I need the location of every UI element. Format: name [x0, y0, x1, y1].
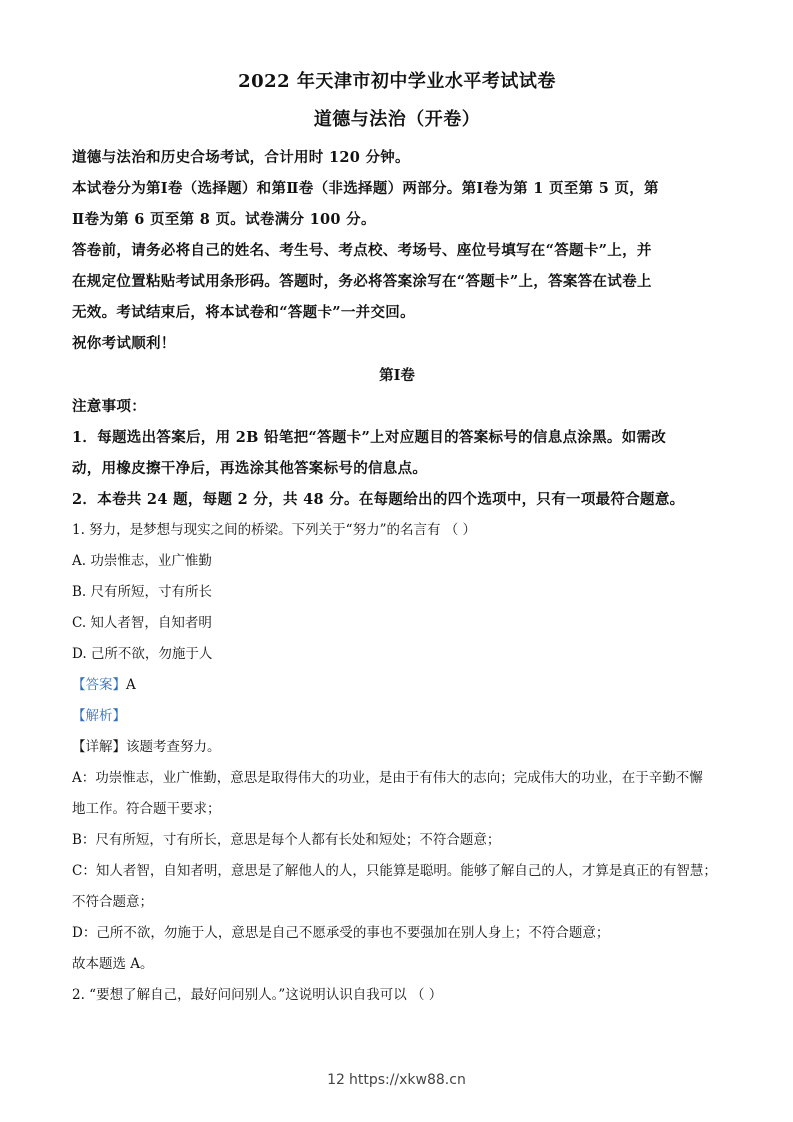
page-title: 2022 年天津市初中学业水平考试试卷: [238, 71, 556, 92]
analysis-label: 【解析】: [72, 708, 126, 724]
question-2: [72, 980, 722, 1011]
instruction-line: Ⅱ卷为第 6 页至第 8 页。试卷满分 100 分。: [72, 211, 376, 228]
analysis-line: [72, 701, 722, 732]
notes-line: 动，用橡皮擦干净后，再选涂其他答案标号的信息点。: [72, 460, 428, 477]
instruction-line: 无效。考试结束后，将本试卷和“答题卡”一并交回。: [72, 304, 415, 321]
question-stem: 1. 努力，是梦想与现实之间的桥梁。下列关于“努力”的名言有 （ ）: [72, 522, 477, 538]
option-b: B. 尺有所短，寸有所长: [72, 584, 213, 600]
notes-block: [72, 391, 722, 515]
option-a: A. 功崇惟志，业广惟勤: [72, 553, 212, 569]
instruction-line: 道德与法治和历史合场考试，合计用时 120 分钟。: [72, 149, 410, 166]
exam-page: [72, 66, 722, 1011]
section-title: 第Ⅰ卷: [379, 367, 415, 384]
explanation-block: [72, 732, 722, 980]
explanation-line: 【详解】该题考查努力。: [72, 739, 221, 755]
answer-label: 【答案】: [72, 677, 126, 693]
explanation-line: C：知人者智，自知者明，意思是了解他人的人，只能算是聪明。能够了解自己的人，才算是真正的有智慧；: [72, 863, 717, 879]
instruction-line: 在规定位置粘贴考试用条形码。答题时，务必将答案涂写在“答题卡”上，答案答在试卷上: [72, 273, 652, 290]
explanation-line: 地工作。符合题干要求；: [72, 801, 221, 817]
question-stem: 2. “要想了解自己，最好问问别人。”这说明认识自我可以 （ ）: [72, 987, 443, 1003]
footer-link[interactable]: https://xkw88.cn: [348, 1072, 466, 1088]
answer-line: [72, 670, 722, 701]
explanation-line: A：功崇惟志，业广惟勤，意思是取得伟大的功业，是由于有伟大的志向；完成伟大的功业，在于辛勤不懈: [72, 770, 703, 786]
answer-value: A: [126, 677, 136, 693]
explanation-line: 不符合题意；: [72, 894, 153, 910]
instruction-line: 本试卷分为第Ⅰ卷（选择题）和第Ⅱ卷（非选择题）两部分。第Ⅰ卷为第 1 页至第 5 页，第: [72, 180, 659, 197]
explanation-line: 故本题选 A。: [72, 956, 154, 972]
instruction-line: 祝你考试顺利！: [72, 335, 176, 352]
notes-line: 1．每题选出答案后，用 2B 铅笔把“答题卡”上对应题目的答案标号的信息点涂黑。如需改: [72, 429, 667, 446]
explanation-line: B：尺有所短，寸有所长，意思是每个人都有长处和短处；不符合题意；: [72, 832, 501, 848]
notes-line: 2．本卷共 24 题，每题 2 分，共 48 分。在每题给出的四个选项中，只有一项最符合题意。: [72, 491, 685, 508]
page-subtitle: 道德与法治（开卷）: [313, 109, 481, 130]
question-1: [72, 515, 722, 980]
instruction-line: 答卷前，请务必将自己的姓名、考生号、考点校、考场号、座位号填写在“答题卡”上，并: [72, 242, 652, 259]
notes-heading: 注意事项：: [72, 398, 146, 415]
exam-instructions: [72, 142, 722, 359]
page-number: 12: [327, 1072, 345, 1088]
option-d: D. 己所不欲，勿施于人: [72, 646, 213, 662]
page-footer: [0, 1072, 793, 1088]
explanation-line: D：己所不欲，勿施于人，意思是自己不愿承受的事也不要强加在别人身上；不符合题意；: [72, 925, 610, 941]
option-c: C. 知人者智，自知者明: [72, 615, 212, 631]
